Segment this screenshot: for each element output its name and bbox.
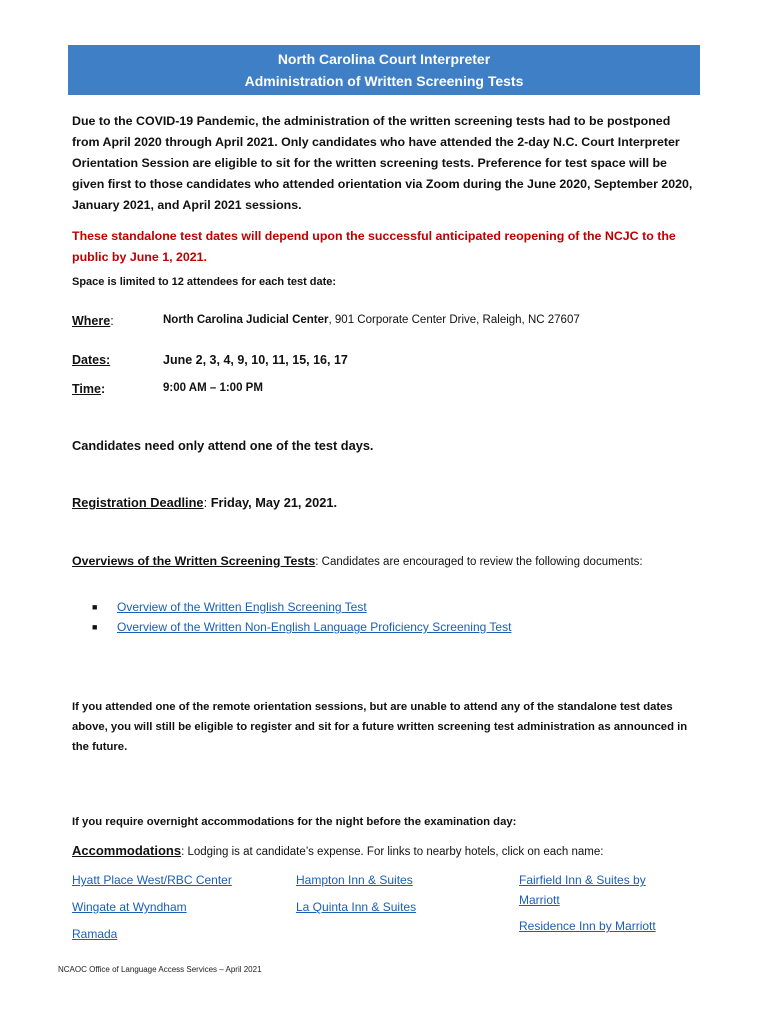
hotel-link-laquinta[interactable]: La Quinta Inn & Suites xyxy=(296,900,417,914)
page-footer: NCAOC Office of Language Access Services – April 2021 xyxy=(58,965,262,974)
hotel-link-residence[interactable]: Residence Inn by Marriott xyxy=(519,919,656,933)
list-item xyxy=(92,597,511,617)
hotel-link-wingate[interactable]: Wingate at Wyndham xyxy=(72,900,187,914)
banner-title-line2: Administration of Written Screening Tests xyxy=(244,73,524,89)
banner-title-line1: North Carolina Court Interpreter xyxy=(277,51,491,67)
overviews-paragraph xyxy=(72,551,697,572)
title-banner xyxy=(68,45,700,95)
deadline-label: Registration Deadline xyxy=(72,495,204,510)
hotel-link-ramada[interactable]: Ramada xyxy=(72,927,118,941)
hotel-link-fairfield[interactable]: Fairfield Inn & Suites by Marriott xyxy=(519,873,646,907)
overview-links-list xyxy=(92,597,511,637)
time-label: Time: xyxy=(72,382,106,396)
venue-address: , 901 Corporate Center Drive, Raleigh, NC 27607 xyxy=(328,314,580,326)
accommodations-label: Accommodations xyxy=(72,843,182,858)
dates-value: June 2, 3, 4, 9, 10, 11, 15, 16, 17 xyxy=(163,353,348,367)
accommodations-text: : Lodging is at candidate’s expense. For links to nearby hotels, click on each name: xyxy=(181,846,604,858)
accommodations-paragraph xyxy=(72,843,697,858)
remote-orientation-paragraph: If you attended one of the remote orientation sessions, but are unable to attend any of the standalone test dates above, you will still be eligible to register and sit for a future written screening test administration as announced in the future. xyxy=(72,701,688,753)
square-bullet-icon: ■ xyxy=(92,602,98,612)
venue-name: North Carolina Judicial Center xyxy=(163,314,329,326)
space-limit-text: Space is limited to 12 attendees for each test date: xyxy=(72,276,337,288)
hotel-link-hyatt[interactable]: Hyatt Place West/RBC Center xyxy=(72,873,232,887)
intro-paragraph: Due to the COVID-19 Pandemic, the administration of the written screening tests had to be postponed from April 2020 through April 2021. Only candidates who have attended the 2-day N.C. Court Interpreter Orientation Session are eligible to sit for the written screening tests. Preference for test space will be given first to those candidates who attended orientation via Zoom during the June 2020, September 2020, January 2021, and April 2021 sessions. xyxy=(72,114,693,212)
registration-deadline: Registration Deadline: Friday, May 21, 2021. xyxy=(72,495,338,510)
square-bullet-icon: ■ xyxy=(92,622,98,632)
candidates-note: Candidates need only attend one of the test days. xyxy=(72,438,374,453)
overviews-text: : Candidates are encouraged to review the following documents: xyxy=(315,556,643,568)
non-english-test-overview-link[interactable]: Overview of the Written Non-English Language Proficiency Screening Test xyxy=(117,620,512,634)
list-item xyxy=(92,617,511,637)
time-value: 9:00 AM – 1:00 PM xyxy=(163,382,263,394)
reopening-notice: These standalone test dates will depend upon the successful anticipated reopening of the NCJC to the public by June 1, 2021. xyxy=(72,229,676,264)
english-test-overview-link[interactable]: Overview of the Written English Screening Test xyxy=(117,600,367,614)
hotel-link-hampton[interactable]: Hampton Inn & Suites xyxy=(296,873,413,887)
dates-label: Dates: xyxy=(72,353,111,367)
overviews-label: Overviews of the Written Screening Tests xyxy=(72,554,316,568)
overnight-heading: If you require overnight accommodations for the night before the examination day: xyxy=(72,816,517,828)
where-label: Where: xyxy=(72,314,114,328)
deadline-value: Friday, May 21, 2021. xyxy=(210,495,338,510)
where-value xyxy=(163,314,580,326)
